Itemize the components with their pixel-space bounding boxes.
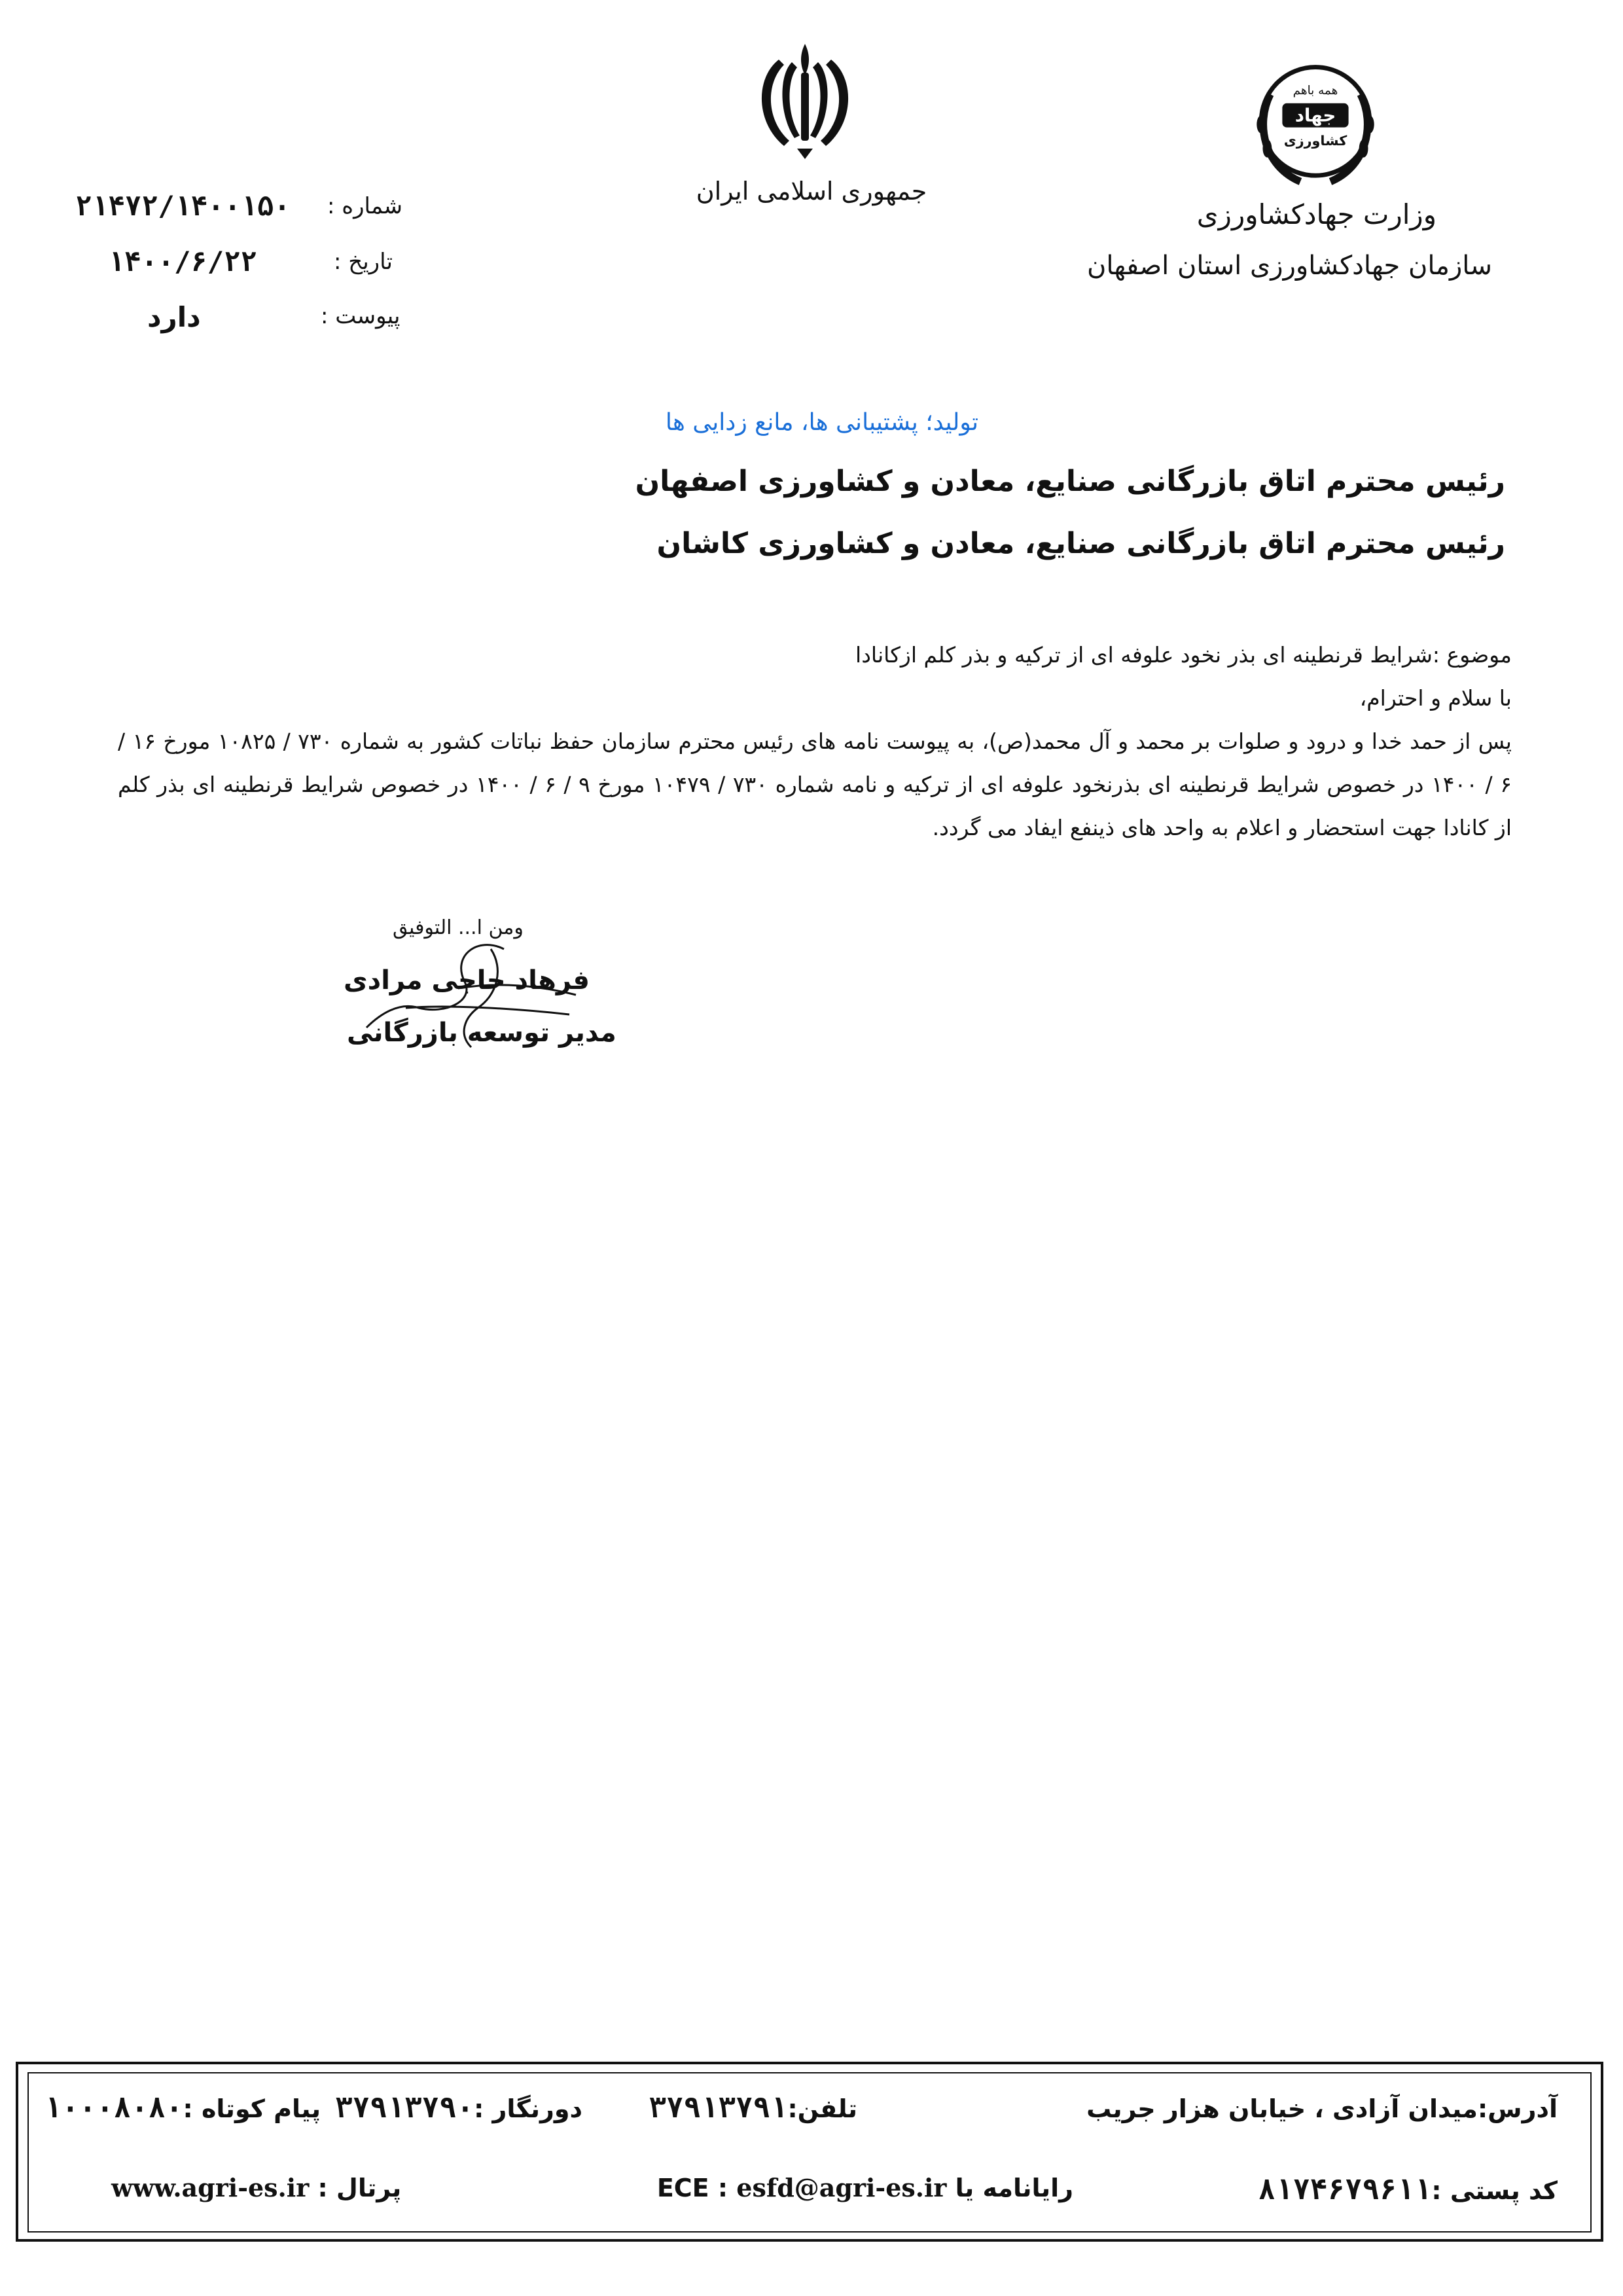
- email-link[interactable]: esfd@agri-es.ir: [736, 2173, 947, 2202]
- recipient-2: رئیس محترم اتاق بازرگانی صنایع، معادن و کشاورزی کاشان: [656, 527, 1505, 560]
- slogan-line: تولید؛ پشتیبانی ها، مانع زدایی ها: [665, 409, 978, 436]
- letter-body: [118, 634, 1512, 850]
- number-value: ۲۱۴۷۲/۱۴۰۰۱۵۰: [75, 190, 291, 222]
- phone-label: تلفن:: [787, 2094, 857, 2123]
- date-label: تاریخ :: [334, 249, 393, 275]
- number-label: شماره :: [327, 193, 402, 219]
- footer-email: [657, 2173, 1073, 2202]
- portal-link[interactable]: www.agri-es.ir: [111, 2173, 310, 2202]
- iran-emblem-icon: [740, 36, 870, 167]
- organization-name: سازمان جهادکشاورزی استان اصفهان: [1086, 251, 1492, 281]
- email-label: رایانامه یا ECE :: [656, 2174, 1073, 2202]
- attachment-value: دارد: [147, 301, 201, 333]
- greeting-line: با سلام و احترام،: [1359, 685, 1512, 711]
- footer-postal: [1258, 2173, 1558, 2206]
- republic-title: جمهوری اسلامی ایران: [696, 177, 927, 206]
- subject-line: موضوع :شرایط قرنطینه ای بذر نخود علوفه ای از ترکیه و بذر کلم ازکانادا: [855, 642, 1512, 668]
- svg-text:همه باهم: همه باهم: [1293, 84, 1338, 98]
- phone-value: ۳۷۹۱۳۷۹۱: [649, 2091, 788, 2125]
- jihad-keshavarzi-logo-icon: [1240, 49, 1391, 200]
- postal-label: کد پستی :: [1431, 2176, 1558, 2205]
- footer-fax: [335, 2091, 582, 2125]
- handwritten-signature-icon: [340, 910, 602, 1080]
- footer-sms: [45, 2091, 321, 2125]
- footer-phone: [649, 2091, 857, 2125]
- portal-label: پرتال :: [317, 2174, 402, 2202]
- ministry-name: وزارت جهادکشاورزی: [1196, 198, 1436, 230]
- sms-value: ۱۰۰۰۸۰۸۰: [44, 2091, 183, 2125]
- svg-text:کشاورزی: کشاورزی: [1283, 133, 1347, 149]
- fax-label: دورنگار :: [474, 2094, 582, 2123]
- signer-name: فرهاد حاجی مرادی: [344, 965, 590, 996]
- body-paragraph: پس از حمد خدا و درود و صلوات بر محمد و آل محمد(ص)، به پیوست نامه های رئیس محترم سازمان حفظ نباتات کشور به شماره ۷۳۰ / ۱۰۸۲۵ مورخ ۱۶ / ۶ / ۱۴۰۰ در خصوص شرایط قرنطینه ای بذرنخود علوفه ای از ترکیه و نامه شماره ۷۳۰ / ۱۰۴۷۹ مورخ ۹ / ۶ / ۱۴۰۰ در خصوص شرایط قرنطینه ای بذر کلم از کانادا جهت استحضار و اعلام به واحد های ذینفع ایفاد می گردد.: [118, 728, 1512, 840]
- signature-closing: ومن ا... التوفیق: [393, 916, 524, 939]
- recipient-1: رئیس محترم اتاق بازرگانی صنایع، معادن و کشاورزی اصفهان: [635, 465, 1505, 498]
- signer-title: مدیر توسعه بازرگانی: [347, 1018, 616, 1048]
- sms-label: پیام کوتاه :: [183, 2094, 321, 2123]
- attachment-label: پیوست :: [321, 303, 401, 329]
- footer-address: آدرس:میدان آزادی ، خیابان هزار جریب: [1086, 2094, 1558, 2123]
- date-value: ۱۴۰۰/۶/۲۲: [108, 245, 257, 278]
- fax-value: ۳۷۹۱۳۷۹۰: [335, 2091, 474, 2125]
- postal-value: ۸۱۷۴۶۷۹۶۱۱: [1258, 2173, 1432, 2206]
- footer-portal: [111, 2173, 401, 2202]
- svg-text:جهاد: جهاد: [1294, 104, 1336, 126]
